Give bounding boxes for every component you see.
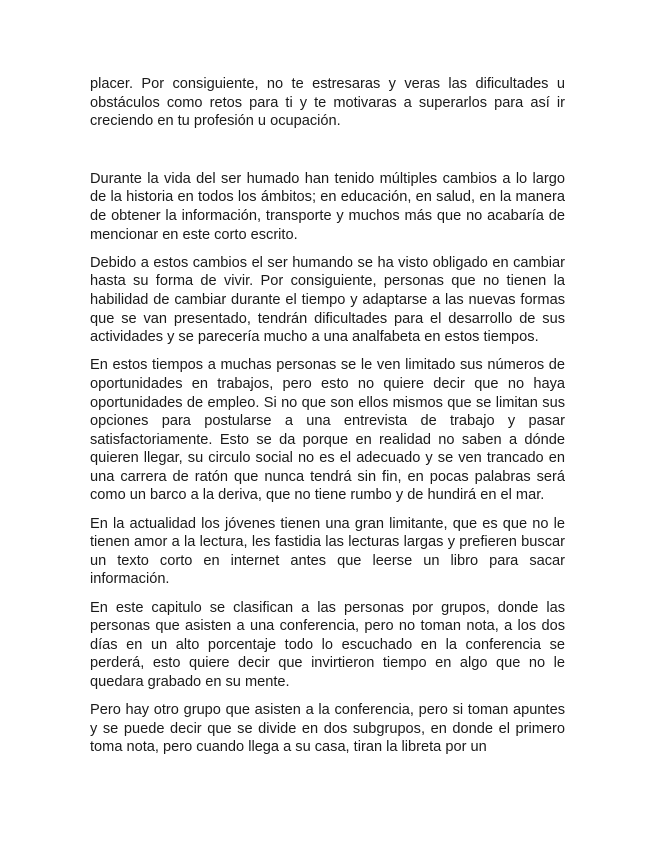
paragraph-4: En estos tiempos a muchas personas se le ven limitado sus números de oportunidades en trabajos, pero esto no quiere decir que no haya oportunidades de empleo. Si no que son ellos mismos que se limitan sus opciones para postularse a una entrevista de trabajo y pasar satisfactoriamente. Esto se da porque en realidad no saben a dónde quieren llegar, su circulo social no es el adecuado y se ven trancado en una carrera de ratón que nunca tendrá sin fin, en pocas palabras será como un barco a la deriva, que no tiene rumbo y de hundirá en el mar. [90, 357, 565, 504]
paragraph-5: En la actualidad los jóvenes tienen una gran limitante, que es que no le tienen amor a la lectura, les fastidia las lecturas largas y prefieren buscar un texto corto en internet antes que leerse un libro para sacar información. [90, 515, 565, 588]
paragraph-6: En este capitulo se clasifican a las personas por grupos, donde las personas que asisten a una conferencia, pero no toman nota, a los dos días en un alto porcentaje todo lo escuchado en la conferencia se perderá, esto quiere decir que invirtieron tiempo en algo que no le quedara grabado en su mente. [90, 599, 565, 690]
paragraph-1: placer. Por consiguiente, no te estresaras y veras las dificultades u obstáculos como retos para ti y te motivaras a superarlos para así ir creciendo en tu profesión u ocupación. [90, 76, 565, 130]
paragraph-3: Debido a estos cambios el ser humando se ha visto obligado en cambiar hasta su forma de vivir. Por consiguiente, personas que no tienen la habilidad de cambiar durante el tiempo y adaptarse a las nuevas formas que se van presentado, tendrán dificultades para el desarrollo de sus actividades y se parecería mucho a una analfabeta en estos tiempos. [90, 254, 565, 346]
document-body [90, 75, 565, 767]
paragraph-7: Pero hay otro grupo que asisten a la conferencia, pero si toman apuntes y se puede decir que se divide en dos subgrupos, en donde el primero toma nota, pero cuando llega a su casa, tiran la libreta por un [90, 702, 565, 756]
paragraph-2: Durante la vida del ser humado han tenido múltiples cambios a lo largo de la historia en todos los ámbitos; en educación, en salud, en la manera de obtener la información, transporte y muchos más que no acabaría de mencionar en este corto escrito. [90, 170, 565, 243]
